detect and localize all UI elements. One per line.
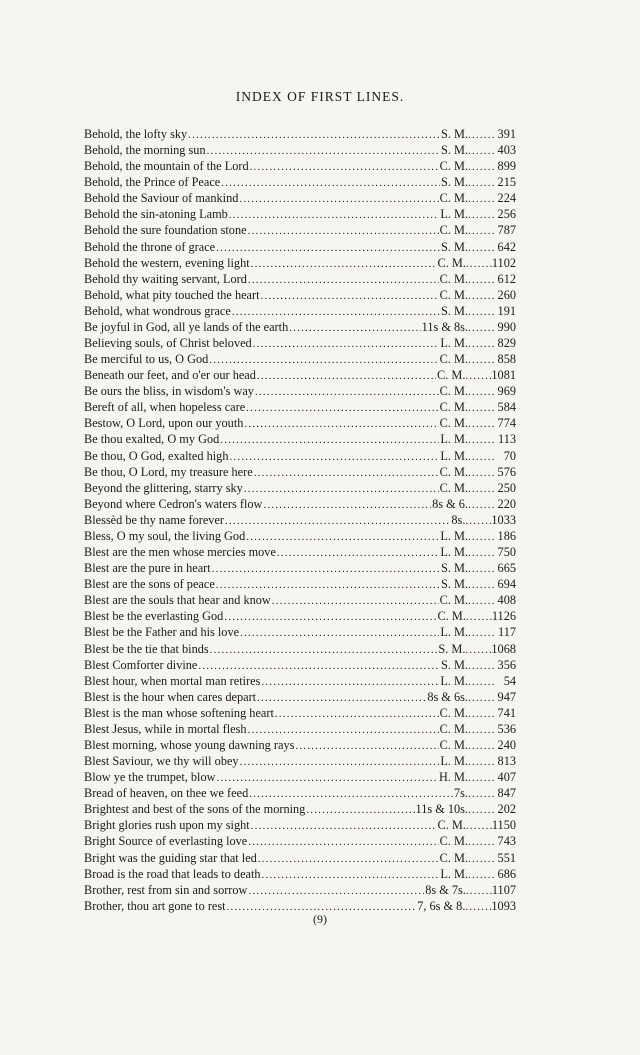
first-line-text: Behold, the morning sun xyxy=(84,143,206,158)
first-line-text: Brother, rest from sin and sorrow xyxy=(84,882,248,897)
meter-label: 8s & 6. xyxy=(432,496,468,511)
index-entry xyxy=(84,866,516,882)
dot-leader xyxy=(263,497,431,512)
dot-leader xyxy=(244,416,438,431)
first-line-text: Behold the sin-atoning Lamb xyxy=(84,207,228,222)
hymn-number: 191 xyxy=(497,303,516,318)
index-entry xyxy=(84,255,516,271)
dot-leader xyxy=(261,288,439,303)
hymn-number: 584 xyxy=(497,400,516,415)
dot-leader xyxy=(468,545,494,560)
hymn-number: 250 xyxy=(497,480,516,495)
first-line-text: Behold the sure foundation stone xyxy=(84,223,247,238)
first-line-text: Blest morning, whose young dawning rays xyxy=(84,737,295,752)
first-line-text: Blest be the Father and his love xyxy=(84,625,240,640)
first-line-text: Bright was the guiding star that led xyxy=(84,850,257,865)
dot-leader xyxy=(248,272,439,287)
dot-leader xyxy=(468,336,494,351)
hymn-number: 224 xyxy=(497,191,516,206)
meter-label: C. M. xyxy=(439,593,468,608)
meter-label: C. M. xyxy=(439,737,468,752)
dot-leader xyxy=(258,851,439,866)
index-entry xyxy=(84,833,516,849)
dot-leader xyxy=(466,883,492,898)
meter-label: S. M. xyxy=(441,561,468,576)
hymn-number: 1150 xyxy=(491,818,516,833)
hymn-number: 741 xyxy=(497,705,516,720)
first-line-text: Bestow, O Lord, upon our youth xyxy=(84,416,244,431)
first-line-text: Bless, O my soul, the living God xyxy=(84,528,246,543)
index-entry xyxy=(84,239,516,255)
meter-label: 11s & 10s. xyxy=(415,802,468,817)
dot-leader xyxy=(468,352,494,367)
meter-label: L. M. xyxy=(440,545,468,560)
dot-leader xyxy=(468,449,494,464)
hymn-number: 202 xyxy=(497,802,516,817)
meter-label: C. M. xyxy=(437,609,466,624)
dot-leader xyxy=(468,400,494,415)
index-entry xyxy=(84,271,516,287)
meter-label: S. M. xyxy=(438,641,466,656)
index-entry xyxy=(84,174,516,190)
meter-label: 8s & 6s. xyxy=(427,689,468,704)
index-entry xyxy=(84,126,516,142)
hymn-number: 54 xyxy=(503,673,516,688)
dot-leader xyxy=(248,722,439,737)
index-entry xyxy=(84,544,516,560)
first-line-text: Be joyful in God, all ye lands of the earth xyxy=(84,319,289,334)
dot-leader xyxy=(466,609,492,624)
dot-leader xyxy=(246,529,439,544)
first-line-text: Blest is the hour when cares depart xyxy=(84,689,257,704)
dot-leader xyxy=(468,416,494,431)
dot-leader xyxy=(248,883,424,898)
meter-label: S. M. xyxy=(441,143,468,158)
dot-leader xyxy=(468,320,494,335)
index-entry xyxy=(84,190,516,206)
first-line-text: Beyond the glittering, starry sky xyxy=(84,480,243,495)
index-entry xyxy=(84,769,516,785)
hymn-number: 215 xyxy=(497,175,516,190)
dot-leader xyxy=(253,336,440,351)
first-line-text: Beneath our feet, and o'er our head xyxy=(84,368,256,383)
index-entry xyxy=(84,641,516,657)
index-entry xyxy=(84,721,516,737)
index-entry xyxy=(84,158,516,174)
index-entry xyxy=(84,367,516,383)
hymn-number: 403 xyxy=(497,143,516,158)
dot-leader xyxy=(468,722,494,737)
dot-leader xyxy=(249,786,453,801)
hymn-number: 665 xyxy=(497,561,516,576)
meter-label: 7, 6s & 8. xyxy=(417,898,466,913)
dot-leader xyxy=(220,432,439,447)
dot-leader xyxy=(468,802,494,817)
index-entry xyxy=(84,657,516,673)
hymn-number: 356 xyxy=(497,657,516,672)
meter-label: S. M. xyxy=(441,577,468,592)
dot-leader xyxy=(232,304,440,319)
first-line-text: Brother, thou art gone to rest xyxy=(84,898,226,913)
hymn-number: 686 xyxy=(497,866,516,881)
first-line-text: Be thou, O God, exalted high xyxy=(84,448,229,463)
meter-label: L. M. xyxy=(440,625,468,640)
hymn-number: 407 xyxy=(497,770,516,785)
meter-label: L. M. xyxy=(440,336,468,351)
dot-leader xyxy=(468,175,494,190)
first-lines-list xyxy=(84,126,516,914)
hymn-number: 899 xyxy=(497,159,516,174)
dot-leader xyxy=(468,481,494,496)
meter-label: C. M. xyxy=(439,416,468,431)
hymn-number: 551 xyxy=(497,850,516,865)
first-line-text: Behold, the Prince of Peace xyxy=(84,175,221,190)
hymn-number: 1093 xyxy=(491,898,516,913)
index-entry xyxy=(84,480,516,496)
hymn-number: 969 xyxy=(497,384,516,399)
meter-label: 7s. xyxy=(453,786,468,801)
dot-leader xyxy=(468,288,494,303)
first-line-text: Blest are the men whose mercies move xyxy=(84,545,276,560)
index-entry xyxy=(84,206,516,222)
index-entry xyxy=(84,592,516,608)
meter-label: S. M. xyxy=(441,239,468,254)
hymn-number: 947 xyxy=(497,689,516,704)
hymn-number: 743 xyxy=(497,834,516,849)
dot-leader xyxy=(465,368,491,383)
first-line-text: Be ours the bliss, in wisdom's way xyxy=(84,384,254,399)
first-line-text: Blest be the everlasting God xyxy=(84,609,224,624)
meter-label: C. M. xyxy=(437,818,466,833)
first-line-text: Blest be the tie that binds xyxy=(84,641,209,656)
first-line-text: Blest are the pure in heart xyxy=(84,561,211,576)
first-line-text: Behold, the mountain of the Lord xyxy=(84,159,249,174)
dot-leader xyxy=(468,384,494,399)
dot-leader xyxy=(468,272,494,287)
hymn-number: 829 xyxy=(497,336,516,351)
dot-leader xyxy=(466,256,492,271)
first-line-text: Blest is the man whose softening heart xyxy=(84,705,274,720)
first-line-text: Be thou exalted, O my God xyxy=(84,432,220,447)
first-line-text: Beyond where Cedron's waters flow xyxy=(84,496,263,511)
dot-leader xyxy=(225,513,450,528)
meter-label: S. M. xyxy=(441,303,468,318)
dot-leader xyxy=(254,465,439,480)
dot-leader xyxy=(468,432,494,447)
index-entry xyxy=(84,496,516,512)
meter-label: C. M. xyxy=(439,705,468,720)
dot-leader xyxy=(239,191,438,206)
meter-label: C. M. xyxy=(439,287,468,302)
dot-leader xyxy=(221,175,440,190)
first-line-text: Blest Comforter divine xyxy=(84,657,198,672)
meter-label: C. M. xyxy=(439,223,468,238)
dot-leader xyxy=(465,642,491,657)
meter-label: C. M. xyxy=(437,368,466,383)
index-entry xyxy=(84,753,516,769)
meter-label: C. M. xyxy=(439,721,468,736)
meter-label: C. M. xyxy=(439,400,468,415)
hymn-number: 70 xyxy=(503,448,516,463)
first-line-text: Behold the Saviour of mankind xyxy=(84,191,239,206)
meter-label: C. M. xyxy=(439,159,468,174)
hymn-number: 391 xyxy=(497,127,516,141)
hymn-number: 408 xyxy=(497,593,516,608)
dot-leader xyxy=(229,449,439,464)
dot-leader xyxy=(468,625,494,640)
dot-leader xyxy=(216,577,440,592)
dot-leader xyxy=(248,834,438,849)
dot-leader xyxy=(262,867,440,882)
meter-label: L. M. xyxy=(440,448,468,463)
dot-leader xyxy=(468,674,494,689)
first-line-text: Broad is the road that leads to death xyxy=(84,866,261,881)
hymn-number: 1081 xyxy=(491,368,516,383)
hymn-number: 220 xyxy=(497,496,516,511)
meter-label: C. M. xyxy=(439,352,468,367)
meter-label: C. M. xyxy=(439,271,468,286)
meter-label: 8s. xyxy=(451,512,466,527)
dot-leader xyxy=(468,465,494,480)
index-entry xyxy=(84,817,516,833)
index-entry xyxy=(84,287,516,303)
dot-leader xyxy=(468,690,494,705)
first-line-text: Bread of heaven, on thee we feed xyxy=(84,786,249,801)
meter-label: 11s & 8s. xyxy=(421,319,468,334)
dot-leader xyxy=(209,352,438,367)
dot-leader xyxy=(255,384,439,399)
dot-leader xyxy=(468,143,494,158)
hymn-number: 1102 xyxy=(491,255,516,270)
hymn-number: 694 xyxy=(497,577,516,592)
dot-leader xyxy=(295,738,438,753)
first-line-text: Blow ye the trumpet, blow xyxy=(84,770,216,785)
index-entry xyxy=(84,415,516,431)
dot-leader xyxy=(251,818,437,833)
hymn-number: 536 xyxy=(497,721,516,736)
meter-label: C. M. xyxy=(439,464,468,479)
index-entry xyxy=(84,801,516,817)
meter-label: L. M. xyxy=(440,754,468,769)
dot-leader xyxy=(275,706,439,721)
meter-label: C. M. xyxy=(439,850,468,865)
first-line-text: Bright glories rush upon my sight xyxy=(84,818,250,833)
dot-leader xyxy=(466,818,492,833)
index-entry xyxy=(84,560,516,576)
index-entry xyxy=(84,882,516,898)
dot-leader xyxy=(468,304,494,319)
page-number: (9) xyxy=(313,912,327,926)
dot-leader xyxy=(277,545,439,560)
dot-leader xyxy=(468,561,494,576)
dot-leader xyxy=(468,191,494,206)
meter-label: L. M. xyxy=(440,207,468,222)
index-entry xyxy=(84,431,516,447)
page-title: INDEX OF FIRST LINES. xyxy=(235,89,405,104)
meter-label: S. M. xyxy=(441,175,468,190)
index-entry xyxy=(84,705,516,721)
hymn-number: 847 xyxy=(497,786,516,801)
first-line-text: Blest are the souls that hear and know xyxy=(84,593,271,608)
index-entry xyxy=(84,303,516,319)
dot-leader xyxy=(246,400,438,415)
hymn-number: 240 xyxy=(497,737,516,752)
dot-leader xyxy=(468,240,494,255)
hymn-number: 113 xyxy=(498,432,516,447)
index-entry xyxy=(84,142,516,158)
hymn-number: 256 xyxy=(497,207,516,222)
hymn-number: 117 xyxy=(498,625,516,640)
index-entry xyxy=(84,335,516,351)
meter-label: L. M. xyxy=(440,432,468,447)
index-entry xyxy=(84,576,516,592)
meter-label: L. M. xyxy=(440,866,468,881)
dot-leader xyxy=(251,256,437,271)
index-entry xyxy=(84,608,516,624)
dot-leader xyxy=(468,593,494,608)
index-entry xyxy=(84,319,516,335)
index-entry xyxy=(84,464,516,480)
hymn-number: 1068 xyxy=(491,641,516,656)
dot-leader xyxy=(465,513,491,528)
dot-leader xyxy=(248,223,439,238)
hymn-number: 813 xyxy=(497,754,516,769)
hymn-number: 576 xyxy=(497,464,516,479)
index-entry xyxy=(84,624,516,640)
index-entry xyxy=(84,785,516,801)
first-line-text: Behold thy waiting servant, Lord xyxy=(84,271,247,286)
meter-label: C. M. xyxy=(437,255,466,270)
index-entry xyxy=(84,399,516,415)
first-line-text: Behold, what pity touched the heart xyxy=(84,287,260,302)
meter-label: 8s & 7s. xyxy=(425,882,466,897)
dot-leader xyxy=(468,577,494,592)
dot-leader xyxy=(289,320,420,335)
index-entry xyxy=(84,737,516,753)
meter-label: H. M. xyxy=(438,770,468,785)
hymn-number: 260 xyxy=(497,287,516,302)
dot-leader xyxy=(244,481,439,496)
dot-leader xyxy=(261,674,439,689)
hymn-number: 1033 xyxy=(491,512,516,527)
dot-leader xyxy=(468,127,494,142)
dot-leader xyxy=(468,706,494,721)
dot-leader xyxy=(468,159,494,174)
first-line-text: Bereft of all, when hopeless care xyxy=(84,400,246,415)
dot-leader xyxy=(257,368,436,383)
meter-label: S. M. xyxy=(441,127,468,141)
index-entry xyxy=(84,222,516,238)
dot-leader xyxy=(468,786,494,801)
dot-leader xyxy=(217,770,438,785)
index-entry xyxy=(84,850,516,866)
first-line-text: Blest hour, when mortal man retires xyxy=(84,673,261,688)
hymn-number: 990 xyxy=(497,319,516,334)
dot-leader xyxy=(468,207,494,222)
first-line-text: Behold, what wondrous grace xyxy=(84,303,231,318)
index-entry xyxy=(84,689,516,705)
first-line-text: Be thou, O Lord, my treasure here xyxy=(84,464,253,479)
dot-leader xyxy=(210,642,438,657)
dot-leader xyxy=(188,127,440,142)
dot-leader xyxy=(250,159,439,174)
index-entry xyxy=(84,383,516,399)
dot-leader xyxy=(468,867,494,882)
index-entry xyxy=(84,528,516,544)
dot-leader xyxy=(229,207,440,222)
dot-leader xyxy=(240,625,439,640)
dot-leader xyxy=(468,497,494,512)
dot-leader xyxy=(306,802,414,817)
dot-leader xyxy=(272,593,439,608)
meter-label: S. M. xyxy=(441,657,468,672)
index-entry xyxy=(84,512,516,528)
meter-label: L. M. xyxy=(440,673,468,688)
index-entry xyxy=(84,673,516,689)
dot-leader xyxy=(468,223,494,238)
dot-leader xyxy=(240,754,440,769)
hymn-number: 787 xyxy=(497,223,516,238)
meter-label: C. M. xyxy=(439,384,468,399)
hymn-number: 186 xyxy=(497,528,516,543)
dot-leader xyxy=(216,240,440,255)
first-line-text: Brightest and best of the sons of the morning xyxy=(84,802,306,817)
dot-leader xyxy=(468,738,494,753)
first-line-text: Blest are the sons of peace xyxy=(84,577,215,592)
first-line-text: Believing souls, of Christ beloved xyxy=(84,336,252,351)
index-entry xyxy=(84,448,516,464)
first-line-text: Behold the western, evening light xyxy=(84,255,250,270)
first-line-text: Behold, the lofty sky xyxy=(84,127,188,141)
first-line-text: Blest Jesus, while in mortal flesh xyxy=(84,721,247,736)
meter-label: L. M. xyxy=(440,528,468,543)
dot-leader xyxy=(468,754,494,769)
dot-leader xyxy=(224,609,436,624)
index-entry xyxy=(84,351,516,367)
first-line-text: Blessèd be thy name forever xyxy=(84,512,224,527)
dot-leader xyxy=(468,834,494,849)
meter-label: C. M. xyxy=(439,834,468,849)
first-line-text: Behold the throne of grace xyxy=(84,239,216,254)
first-line-text: Bright Source of everlasting love xyxy=(84,834,248,849)
hymn-number: 1107 xyxy=(491,882,516,897)
dot-leader xyxy=(257,690,426,705)
hymn-number: 750 xyxy=(497,545,516,560)
first-line-text: Blest Saviour, we thy will obey xyxy=(84,754,239,769)
dot-leader xyxy=(198,658,440,673)
meter-label: C. M. xyxy=(439,480,468,495)
dot-leader xyxy=(212,561,440,576)
meter-label: C. M. xyxy=(439,191,468,206)
dot-leader xyxy=(468,770,494,785)
hymn-number: 612 xyxy=(497,271,516,286)
hymn-number: 1126 xyxy=(491,609,516,624)
hymn-number: 774 xyxy=(497,416,516,431)
dot-leader xyxy=(468,529,494,544)
dot-leader xyxy=(468,851,494,866)
hymn-number: 642 xyxy=(497,239,516,254)
dot-leader xyxy=(207,143,440,158)
dot-leader xyxy=(468,658,494,673)
first-line-text: Be merciful to us, O God xyxy=(84,352,209,367)
hymn-number: 858 xyxy=(497,352,516,367)
